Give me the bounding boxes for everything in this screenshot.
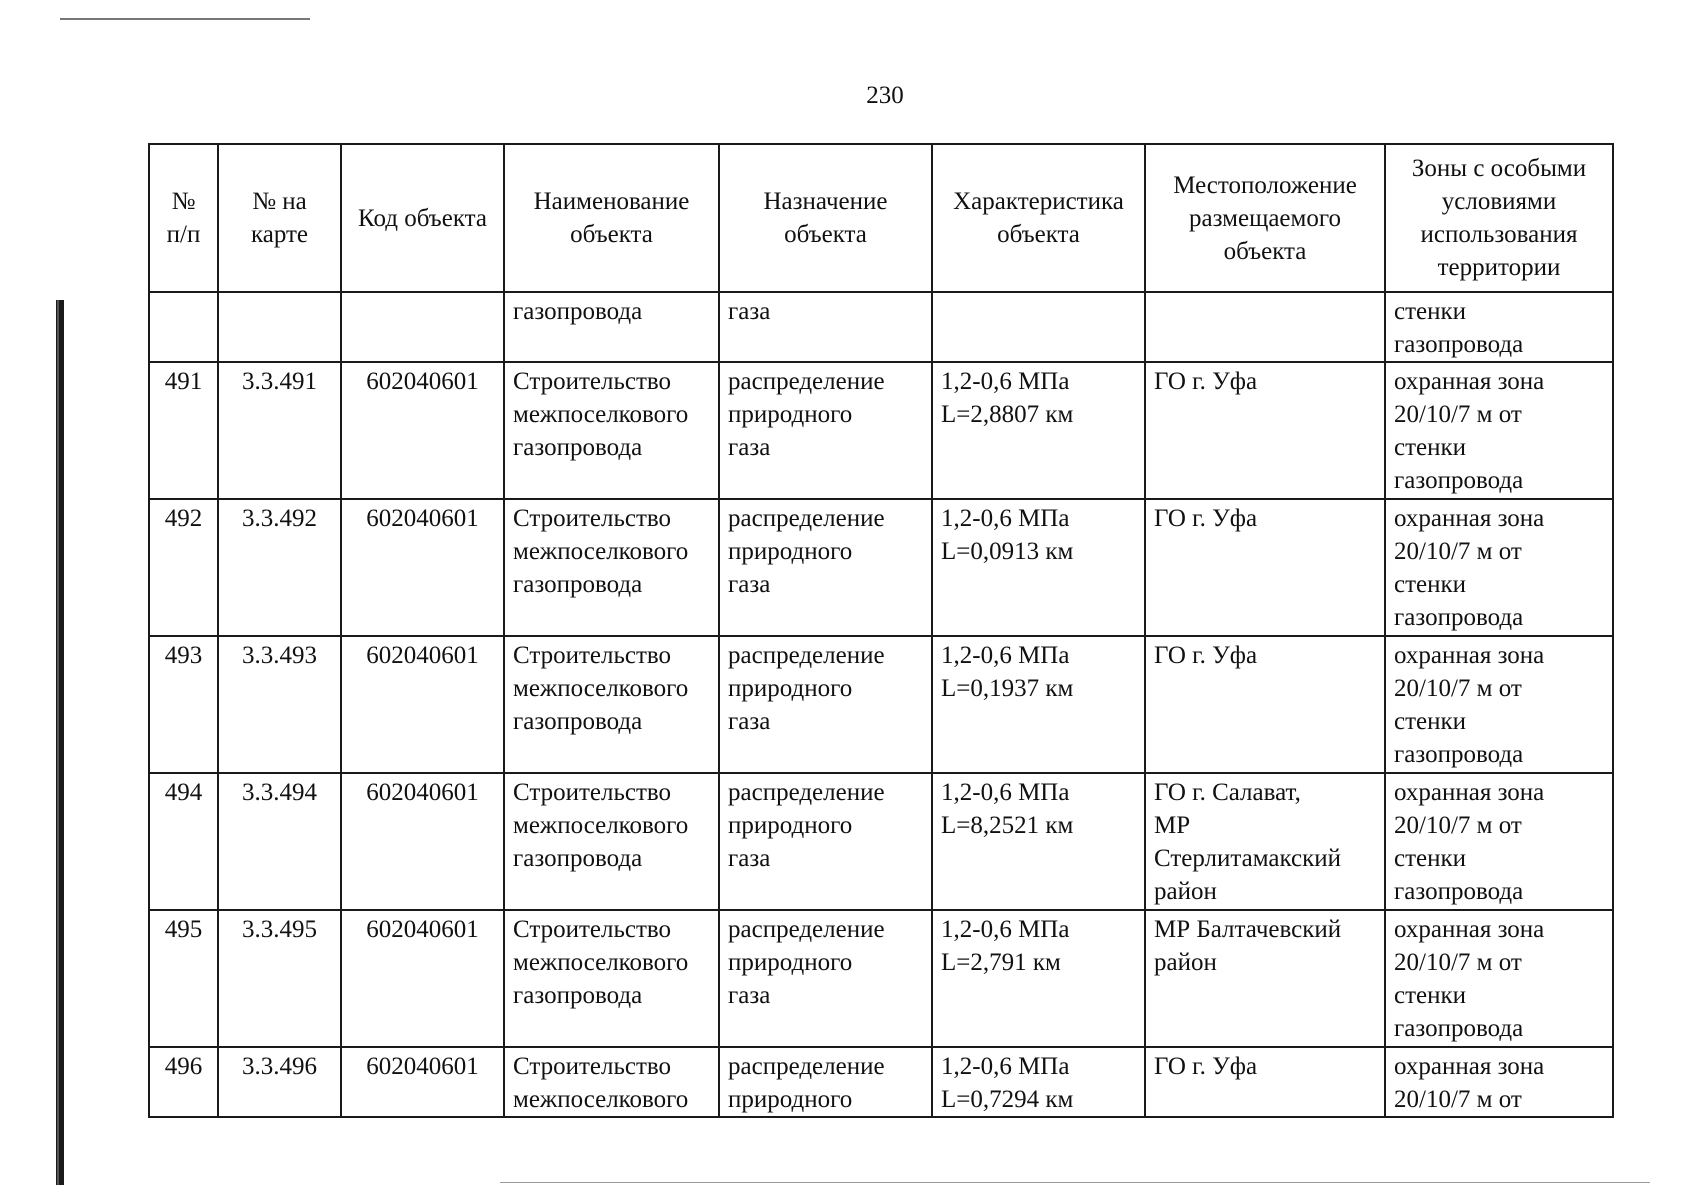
cell-name bbox=[504, 910, 719, 1047]
cell-purpose bbox=[719, 636, 932, 773]
cell-text-line: Строительство bbox=[513, 1053, 672, 1080]
header-purpose bbox=[719, 144, 932, 292]
left-binding-edge-line bbox=[57, 300, 59, 1185]
cell-text-line: межпоселкового bbox=[513, 401, 689, 428]
cell-text-line: газопровода bbox=[1394, 467, 1524, 494]
cell-purpose bbox=[719, 292, 932, 362]
cell-characteristic bbox=[932, 910, 1145, 1047]
cell-text-line: Строительство bbox=[513, 779, 672, 806]
cell-text-line: газопровода bbox=[1394, 604, 1524, 631]
table-header-row bbox=[149, 144, 1613, 292]
cell-text-line: распределение bbox=[728, 1053, 885, 1080]
header-text-line: объекта bbox=[997, 221, 1080, 248]
cell-text-line: природного bbox=[728, 949, 853, 976]
cell-text-line: природного bbox=[728, 538, 853, 565]
cell-code: 602040601 bbox=[341, 362, 504, 499]
header-text-line: карте bbox=[250, 221, 309, 248]
cell-text-line: газопровода bbox=[513, 845, 643, 872]
cell-text-line: межпоселкового bbox=[513, 1086, 689, 1113]
header-text-line: Наименование bbox=[533, 188, 690, 215]
header-location bbox=[1145, 144, 1385, 292]
cell-name bbox=[504, 1047, 719, 1117]
header-name bbox=[504, 144, 719, 292]
cell-text-line: охранная зона bbox=[1394, 1053, 1545, 1080]
header-text-line: использования bbox=[1420, 221, 1578, 248]
cell-text-line: Строительство bbox=[513, 505, 672, 532]
cell-text-line: 1,2-0,6 МПа bbox=[941, 505, 1070, 532]
cell-text-line: стенки bbox=[1394, 982, 1467, 1009]
cell-text-line: 1,2-0,6 МПа bbox=[941, 642, 1070, 669]
cell-text-line: стенки bbox=[1394, 708, 1467, 735]
cell-num: 495 bbox=[149, 910, 218, 1047]
cell-text-line: природного bbox=[728, 812, 853, 839]
cell-location bbox=[1145, 292, 1385, 362]
cell-text-line: 1,2-0,6 МПа bbox=[941, 368, 1070, 395]
header-num bbox=[149, 144, 218, 292]
cell-purpose bbox=[719, 499, 932, 636]
cell-text-line: охранная зона bbox=[1394, 505, 1545, 532]
cell-characteristic bbox=[932, 636, 1145, 773]
cell-text-line: распределение bbox=[728, 368, 885, 395]
cell-text-line: газа bbox=[728, 434, 771, 461]
cell-name bbox=[504, 636, 719, 773]
cell-text-line: газа bbox=[728, 708, 771, 735]
cell-num: 491 bbox=[149, 362, 218, 499]
cell-map-no: 3.3.493 bbox=[218, 636, 341, 773]
cell-zones bbox=[1385, 636, 1613, 773]
cell-purpose bbox=[719, 362, 932, 499]
cell-text-line: газа bbox=[728, 298, 771, 325]
cell-purpose bbox=[719, 773, 932, 910]
cell-name bbox=[504, 362, 719, 499]
bottom-scan-rule bbox=[500, 1182, 1650, 1183]
cell-text-line: межпоселкового bbox=[513, 812, 689, 839]
cell-text-line: 1,2-0,6 МПа bbox=[941, 779, 1070, 806]
cell-text-line: ГО г. Уфа bbox=[1154, 642, 1258, 669]
cell-characteristic bbox=[932, 773, 1145, 910]
cell-text-line: 1,2-0,6 МПа bbox=[941, 1053, 1070, 1080]
cell-zones bbox=[1385, 773, 1613, 910]
cell-text-line: Строительство bbox=[513, 368, 672, 395]
cell-text-line: стенки bbox=[1394, 845, 1467, 872]
cell-text-line: ГО г. Салават, bbox=[1154, 779, 1301, 806]
cell-text-line: охранная зона bbox=[1394, 779, 1545, 806]
cell-text-line: природного bbox=[728, 675, 853, 702]
cell-location bbox=[1145, 773, 1385, 910]
cell-num: 492 bbox=[149, 499, 218, 636]
cell-text-line: L=0,0913 км bbox=[941, 538, 1074, 565]
cell-text-line: 20/10/7 м от bbox=[1394, 949, 1522, 976]
header-characteristic bbox=[932, 144, 1145, 292]
cell-num: 494 bbox=[149, 773, 218, 910]
cell-text-line: стенки bbox=[1394, 298, 1467, 325]
header-text-line: Характеристика bbox=[953, 188, 1124, 215]
page-number: 230 bbox=[866, 82, 904, 109]
cell-map-no: 3.3.492 bbox=[218, 499, 341, 636]
cell-text-line: 20/10/7 м от bbox=[1394, 401, 1522, 428]
table-row bbox=[149, 362, 1613, 499]
cell-name bbox=[504, 499, 719, 636]
table-row bbox=[149, 1047, 1613, 1117]
cell-text-line: ГО г. Уфа bbox=[1154, 368, 1258, 395]
header-text-line: Код объекта bbox=[358, 204, 487, 232]
cell-map-no bbox=[218, 292, 341, 362]
cell-text-line: 20/10/7 м от bbox=[1394, 538, 1522, 565]
cell-characteristic bbox=[932, 362, 1145, 499]
cell-text-line: 20/10/7 м от bbox=[1394, 1086, 1522, 1113]
cell-text-line: 20/10/7 м от bbox=[1394, 812, 1522, 839]
table-row bbox=[149, 636, 1613, 773]
header-text-line: объекта bbox=[570, 221, 653, 248]
cell-purpose bbox=[719, 910, 932, 1047]
cell-text-line: охранная зона bbox=[1394, 916, 1545, 943]
cell-code: 602040601 bbox=[341, 499, 504, 636]
table-row bbox=[149, 773, 1613, 910]
cell-characteristic bbox=[932, 1047, 1145, 1117]
cell-location bbox=[1145, 636, 1385, 773]
cell-code bbox=[341, 292, 504, 362]
cell-code: 602040601 bbox=[341, 1047, 504, 1117]
cell-text-line: ГО г. Уфа bbox=[1154, 1053, 1258, 1080]
cell-zones bbox=[1385, 292, 1613, 362]
table-row bbox=[149, 910, 1613, 1047]
cell-code: 602040601 bbox=[341, 910, 504, 1047]
cell-map-no: 3.3.494 bbox=[218, 773, 341, 910]
header-zones bbox=[1385, 144, 1613, 292]
cell-map-no: 3.3.495 bbox=[218, 910, 341, 1047]
cell-text-line: газопровода bbox=[513, 982, 643, 1009]
cell-text-line: природного bbox=[728, 1086, 853, 1113]
cell-text-line: газа bbox=[728, 571, 771, 598]
cell-text-line: газа bbox=[728, 845, 771, 872]
cell-text-line: газопровода bbox=[1394, 878, 1524, 905]
header-text-line: условиями bbox=[1441, 188, 1557, 215]
cell-text-line: природного bbox=[728, 401, 853, 428]
header-text-line: Зоны с особыми bbox=[1411, 155, 1587, 182]
cell-code: 602040601 bbox=[341, 773, 504, 910]
header-text-line: территории bbox=[1437, 254, 1561, 281]
cell-text-line: L=8,2521 км bbox=[941, 812, 1074, 839]
cell-purpose bbox=[719, 1047, 932, 1117]
cell-text-line: Стерлитамакский bbox=[1154, 845, 1341, 872]
cell-text-line: L=2,8807 км bbox=[941, 401, 1074, 428]
cell-text-line: L=0,7294 км bbox=[941, 1086, 1074, 1113]
cell-num: 496 bbox=[149, 1047, 218, 1117]
cell-text-line: стенки bbox=[1394, 434, 1467, 461]
cell-text-line: газопровода bbox=[513, 434, 643, 461]
header-text-line: № bbox=[171, 188, 196, 215]
cell-text-line: Строительство bbox=[513, 916, 672, 943]
cell-characteristic bbox=[932, 499, 1145, 636]
cell-zones bbox=[1385, 499, 1613, 636]
cell-name bbox=[504, 773, 719, 910]
cell-text-line: охранная зона bbox=[1394, 642, 1545, 669]
cell-text-line: газопровода bbox=[1394, 741, 1524, 768]
table-row bbox=[149, 499, 1613, 636]
cell-text-line: распределение bbox=[728, 779, 885, 806]
cell-text-line: газопровода bbox=[513, 571, 643, 598]
header-text-line: размещаемого bbox=[1189, 204, 1341, 232]
cell-text-line: распределение bbox=[728, 916, 885, 943]
cell-num bbox=[149, 292, 218, 362]
cell-num: 493 bbox=[149, 636, 218, 773]
cell-text-line: распределение bbox=[728, 505, 885, 532]
cell-zones bbox=[1385, 1047, 1613, 1117]
cell-text-line: стенки bbox=[1394, 571, 1467, 598]
table-row bbox=[149, 292, 1613, 362]
header-text-line: Местоположение bbox=[1173, 171, 1357, 199]
cell-text-line: распределение bbox=[728, 642, 885, 669]
cell-location bbox=[1145, 910, 1385, 1047]
cell-map-no: 3.3.496 bbox=[218, 1047, 341, 1117]
cell-text-line: район bbox=[1154, 949, 1217, 976]
objects-table bbox=[148, 143, 1614, 1118]
table-body bbox=[149, 292, 1613, 1117]
cell-zones bbox=[1385, 362, 1613, 499]
header-map-no bbox=[218, 144, 341, 292]
top-scan-rule bbox=[60, 18, 310, 20]
cell-text-line: газопровода bbox=[513, 298, 643, 325]
header-text-line: № на bbox=[252, 188, 307, 215]
cell-text-line: 1,2-0,6 МПа bbox=[941, 916, 1070, 943]
cell-text-line: МР Балтачевский bbox=[1154, 916, 1342, 943]
header-text-line: объекта bbox=[784, 221, 867, 248]
cell-text-line: газопровода bbox=[1394, 331, 1524, 358]
cell-text-line: газопровода bbox=[1394, 1015, 1524, 1042]
cell-text-line: межпоселкового bbox=[513, 675, 689, 702]
cell-location bbox=[1145, 362, 1385, 499]
header-code bbox=[341, 144, 504, 292]
cell-text-line: район bbox=[1154, 878, 1217, 905]
cell-text-line: L=0,1937 км bbox=[941, 675, 1074, 702]
cell-text-line: межпоселкового bbox=[513, 538, 689, 565]
cell-text-line: МР bbox=[1154, 812, 1191, 839]
cell-text-line: газа bbox=[728, 982, 771, 1009]
cell-name bbox=[504, 292, 719, 362]
cell-text-line: охранная зона bbox=[1394, 368, 1545, 395]
cell-characteristic bbox=[932, 292, 1145, 362]
cell-text-line: межпоселкового bbox=[513, 949, 689, 976]
header-text-line: Назначение bbox=[763, 188, 888, 215]
cell-location bbox=[1145, 1047, 1385, 1117]
cell-text-line: Строительство bbox=[513, 642, 672, 669]
cell-location bbox=[1145, 499, 1385, 636]
cell-code: 602040601 bbox=[341, 636, 504, 773]
cell-text-line: ГО г. Уфа bbox=[1154, 505, 1258, 532]
header-text-line: объекта bbox=[1223, 237, 1307, 265]
cell-text-line: L=2,791 км bbox=[941, 949, 1061, 976]
cell-map-no: 3.3.491 bbox=[218, 362, 341, 499]
header-text-line: п/п bbox=[166, 221, 201, 248]
cell-zones bbox=[1385, 910, 1613, 1047]
cell-text-line: 20/10/7 м от bbox=[1394, 675, 1522, 702]
cell-text-line: газопровода bbox=[513, 708, 643, 735]
